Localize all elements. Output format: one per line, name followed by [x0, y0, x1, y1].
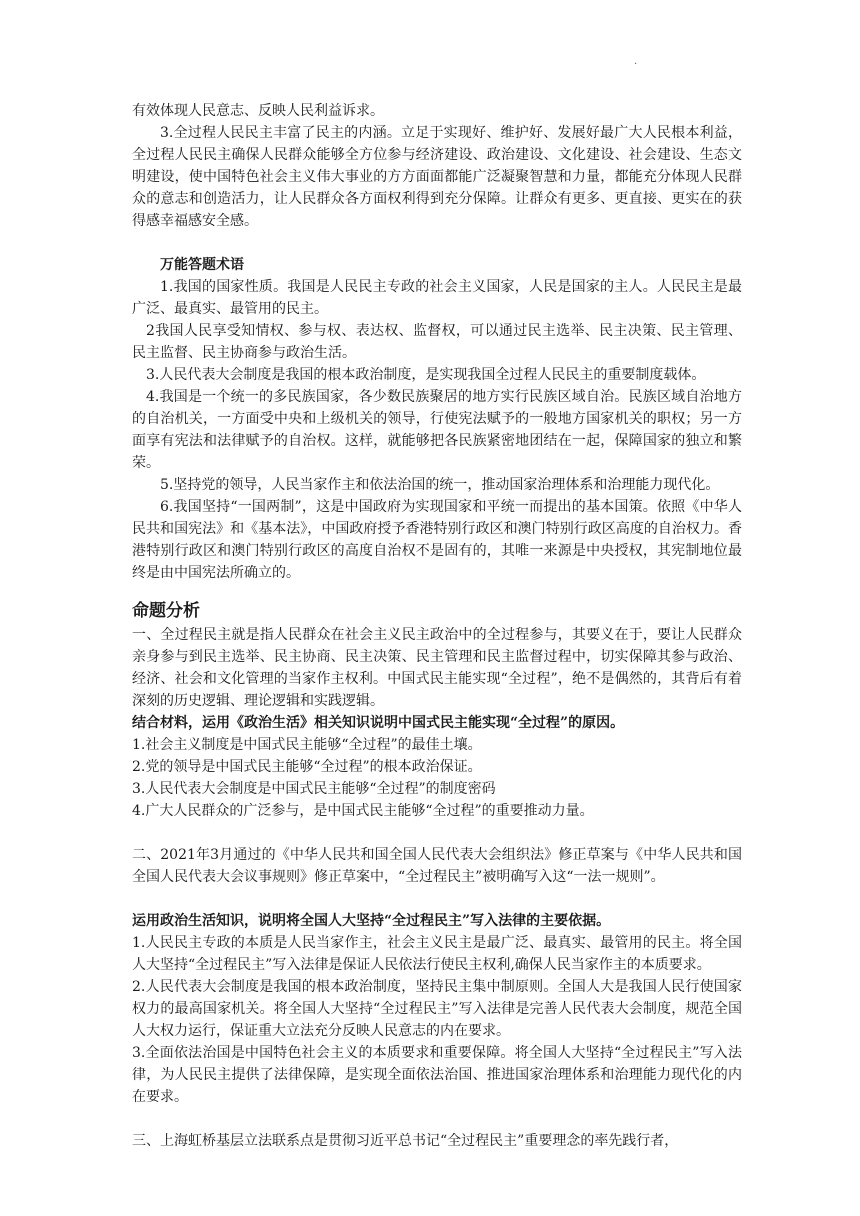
- q1-answer-4: 4.广大人民群众的广泛参与，是中国式民主能够“全过程”的重要推动力量。: [132, 803, 594, 819]
- q1-answer-3: 3.人民代表大会制度是中国式民主能够“全过程”的制度密码: [132, 781, 496, 797]
- q2-answer-2: 2.人民代表大会制度是我国的根本政治制度，坚持民主集中制原则。全国人大是我国人民行使国家权力的最高国家机关。将全国人大坚持“全过程民主”写入法律是完善人民代表大会制度，规范全国人大权力运行，保证重大立法充分反映人民意志的内在要求。: [132, 979, 742, 1039]
- q3-material: 三、上海虹桥基层立法联系点是贯彻习近平总书记“全过程民主”重要理念的率先践行者，: [132, 1133, 679, 1149]
- terms-item-6: 6.我国坚持“一国两制”，这是中国政府为实现国家和平统一而提出的基本国策。依照《中华人民共和国宪法》和《基本法》，中国政府授予香港特别行政区和澳门特别行政区高度的自治权力。香港特别行政区和澳门特别行政区的高度自治权不是固有的，其唯一来源是中央授权，其宪制地位最终是由中国宪法所确立的。: [132, 499, 742, 581]
- terms-item-5: 5.坚持党的领导，人民当家作主和依法治国的统一，推动国家治理体系和治理能力现代化。: [160, 477, 720, 493]
- page-content: [132, 100, 742, 1152]
- spacer: [132, 822, 742, 844]
- q1-question: 结合材料，运用《政治生活》相关知识说明中国式民主能实现“全过程”的原因。: [132, 715, 625, 731]
- analysis-title: 命题分析: [132, 601, 200, 621]
- q2-question: 运用政治生活知识，说明将全国人大坚持“全过程民主”写入法律的主要依据。: [132, 913, 611, 929]
- intro-paragraph-0: 有效体现人民意志、反映人民利益诉求。: [132, 103, 384, 119]
- q1-answer-1: 1.社会主义制度是中国式民主能够“全过程”的最佳土壤。: [132, 737, 482, 753]
- header-mark: .: [634, 56, 638, 67]
- spacer: [132, 232, 742, 254]
- q2-answer-3: 3.全面依法治国是中国特色社会主义的本质要求和重要保障。将全国人大坚持“全过程民主”写入法律，为人民民主提供了法律保障，是实现全面依法治国、推进国家治理体系和治理能力现代化的内在要求。: [132, 1045, 742, 1105]
- q1-answer-2: 2.党的领导是中国式民主能够“全过程”的根本政治保证。: [132, 759, 482, 775]
- terms-heading: 万能答题术语: [160, 257, 244, 273]
- intro-paragraph-1: 3.全过程人民民主丰富了民主的内涵。立足于实现好、维护好、发展好最广大人民根本利益，全过程人民民主确保人民群众能够全方位参与经济建设、政治建设、文化建设、社会建设、生态文明建设，使中国特色社会主义伟大事业的方方面面都能广泛凝聚智慧和力量，都能充分体现人民群众的意志和创造活力，让人民群众各方面权利得到充分保障。让群众有更多、更直接、更实在的获得感幸福感安全感。: [132, 125, 742, 229]
- terms-item-3: 3.人民代表大会制度是我国的根本政治制度，是实现我国全过程人民民主的重要制度载体。: [146, 367, 706, 383]
- spacer: [132, 1108, 742, 1130]
- terms-item-2: 2我国人民享受知情权、参与权、表达权、监督权，可以通过民主选举、民主决策、民主管理、民主监督、民主协商参与政治生活。: [132, 323, 742, 361]
- terms-item-4: 4.我国是一个统一的多民族国家，各少数民族聚居的地方实行民族区域自治。民族区域自治地方的自治机关，一方面受中央和上级机关的领导，行使宪法赋予的一般地方国家机关的职权；另一方面享有宪法和法律赋予的自治权。这样，就能够把各民族紧密地团结在一起，保障国家的独立和繁荣。: [132, 389, 742, 471]
- spacer: [132, 888, 742, 910]
- q1-material: 一、全过程民主就是指人民群众在社会主义民主政治中的全过程参与，其要义在于，要让人民群众亲身参与到民主选举、民主协商、民主决策、民主管理和民主监督过程中，切实保障其参与政治、经济、社会和文化管理的当家作主权利。中国式民主能实现“全过程”，绝不是偶然的，其背后有着深刻的历史逻辑、理论逻辑和实践逻辑。: [132, 627, 742, 709]
- q2-material: 二、2021年3月通过的《中华人民共和国全国人民代表大会组织法》修正草案与《中华人民共和国全国人民代表大会议事规则》修正草案中，“全过程民主”被明确写入这“一法一规则”。: [132, 847, 742, 885]
- terms-item-1: 1.我国的国家性质。我国是人民民主专政的社会主义国家，人民是国家的主人。人民民主是最广泛、最真实、最管用的民主。: [132, 279, 742, 317]
- q2-answer-1: 1.人民民主专政的本质是人民当家作主，社会主义民主是最广泛、最真实、最管用的民主。将全国人大坚持“全过程民主”写入法律是保证人民依法行使民主权利,确保人民当家作主的本质要求。: [132, 935, 742, 973]
